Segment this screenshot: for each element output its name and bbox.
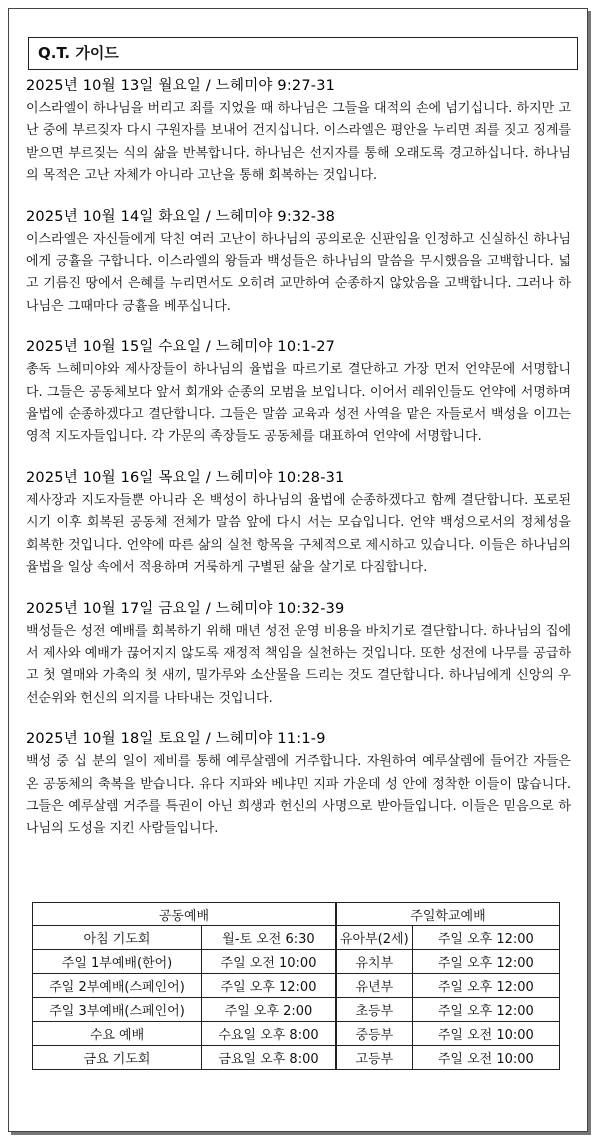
- entry-heading: 2025년 10월 16일 목요일 / 느헤미야 10:28-31: [26, 469, 345, 486]
- entry-body: 이스라엘은 자신들에게 닥친 여러 고난이 하나님의 공의로운 신판임을 인정하고 신실하신 하나님에게 긍휼을 구합니다. 이스라엘의 왕들과 백성들은 하나님의 말씀을 무시했음을 고백합니다. 넓고 기름진 땅에서 은혜를 누리면서도 오히려 교만하여 순종하지 않았음을 고백합니다. 그러나 하나님은 그때마다 긍휼을 베푸십니다.: [26, 231, 571, 314]
- table-row: [33, 926, 560, 950]
- service-time: 주일 오전 10:00: [202, 950, 337, 974]
- entry-body: 이스라엘이 하나님을 버리고 죄를 지었을 때 하나님은 그들을 대적의 손에 넘기십니다. 하지만 고난 중에 부르짖자 다시 구원자를 보내어 건지십니다. 이스라엘은 평안을 누리면 죄를 짓고 징계를 받으면 부르짖는 식의 삶을 반복합니다. 하나님은 선지자를 통해 오래도록 경고하십니다. 하나님의 목적은 고난 자체가 아니라 고난을 통해 회복하는 것입니다.: [26, 101, 571, 184]
- entry-heading: 2025년 10월 13일 월요일 / 느헤미야 9:27-31: [26, 78, 336, 94]
- service-name: 수요 예배: [33, 1022, 202, 1046]
- department-time: 주일 오후 12:00: [412, 950, 559, 974]
- table-row: [33, 974, 560, 998]
- department-name: 중등부: [336, 1022, 412, 1046]
- qt-entry: [26, 727, 571, 841]
- service-name: 주일 3부예배(스페인어): [33, 998, 202, 1022]
- table-row: [33, 1022, 560, 1046]
- service-time: 수요일 오후 8:00: [202, 1022, 337, 1046]
- service-name: 주일 2부예배(스페인어): [33, 974, 202, 998]
- qt-entry: [26, 74, 571, 188]
- qt-entry: [26, 466, 571, 580]
- entry-heading: 2025년 10월 14일 화요일 / 느헤미야 9:32-38: [26, 208, 336, 225]
- entry-body: 총독 느헤미야와 제사장들이 하나님의 율법을 따르기로 결단하고 가장 먼저 언약문에 서명합니다. 그들은 공동체보다 앞서 회개와 순종의 모범을 보입니다. 이어서 레위인들도 언약에 서명하며 율법에 순종하겠다고 결단합니다. 그들은 말씀 교육과 성전 사역을 맡은 자들로서 백성을 이끄는 영적 지도자들입니다. 각 가문의 족장들도 공동체를 대표하여 언약에 서명합니다.: [26, 362, 571, 445]
- qt-entry: [26, 597, 571, 711]
- sunday-school-header: 주일학교예배: [336, 903, 560, 926]
- page-title: Q.T. 가이드: [28, 37, 578, 70]
- entry-heading: 2025년 10월 18일 토요일 / 느헤미야 11:1-9: [26, 731, 326, 748]
- service-time: 주일 오후 2:00: [202, 998, 337, 1022]
- department-name: 유아부(2세): [336, 926, 412, 950]
- public-worship-header: 공동예배: [33, 903, 337, 926]
- schedule-header-row: [33, 903, 560, 926]
- service-time: 금요일 오후 8:00: [202, 1046, 337, 1070]
- entry-heading: 2025년 10월 15일 수요일 / 느헤미야 10:1-27: [26, 339, 336, 356]
- department-name: 유년부: [336, 974, 412, 998]
- worship-schedule-table: [32, 902, 560, 1070]
- table-row: [33, 998, 560, 1022]
- department-name: 고등부: [336, 1046, 412, 1070]
- qt-entry: [26, 205, 571, 319]
- entry-body: 백성들은 성전 예배를 회복하기 위해 매년 성전 운영 비용을 바치기로 결단합니다. 하나님의 집에서 제사와 예배가 끊어지지 않도록 재정적 책임을 실천하는 것입니다. 또한 성전에 나무를 공급하고 첫 열매와 가축의 첫 새끼, 밀가루와 소산물을 드리는 것도 결단합니다. 하나님에게 신앙의 우선순위와 헌신의 의지를 나타내는 것입니다.: [26, 623, 571, 706]
- service-name: 금요 기도회: [33, 1046, 202, 1070]
- qt-entries: [26, 74, 571, 858]
- service-name: 주일 1부예배(한어): [33, 950, 202, 974]
- service-time: 주일 오후 12:00: [202, 974, 337, 998]
- department-name: 초등부: [336, 998, 412, 1022]
- department-time: 주일 오후 12:00: [412, 926, 559, 950]
- service-name: 아침 기도회: [33, 926, 202, 950]
- entry-body: 제사장과 지도자들뿐 아니라 온 백성이 하나님의 율법에 순종하겠다고 함께 결단합니다. 포로된 시기 이후 회복된 공동체 전체가 말씀 앞에 다시 서는 모습입니다. 언약 백성으로서의 정체성을 회복한 것입니다. 언약에 따른 삶의 실천 항목을 구체적으로 제시하고 있습니다. 이들은 하나님의 율법을 일상 속에서 적용하며 거룩하게 구별된 삶을 살기로 다짐합니다.: [26, 492, 571, 576]
- department-time: 주일 오전 10:00: [412, 1046, 559, 1070]
- table-row: [33, 950, 560, 974]
- department-time: 주일 오후 12:00: [412, 974, 559, 998]
- qt-entry: [26, 335, 571, 449]
- department-name: 유치부: [336, 950, 412, 974]
- department-time: 주일 오후 12:00: [412, 998, 559, 1022]
- table-row: [33, 1046, 560, 1070]
- entry-body: 백성 중 십 분의 일이 제비를 통해 예루살렘에 거주합니다. 자원하여 예루살렘에 들어간 자들은 온 공동체의 축복을 받습니다. 유다 지파와 베냐민 지파 가운데 성 안에 정착한 이들이 많습니다. 그들은 예루살렘 거주를 특권이 아닌 희생과 헌신의 사명으로 받아들입니다. 이들은 믿음으로 하나님의 도성을 지킨 사람들입니다.: [26, 754, 571, 837]
- service-time: 월-토 오전 6:30: [202, 926, 337, 950]
- entry-heading: 2025년 10월 17일 금요일 / 느헤미야 10:32-39: [26, 600, 345, 617]
- department-time: 주일 오전 10:00: [412, 1022, 559, 1046]
